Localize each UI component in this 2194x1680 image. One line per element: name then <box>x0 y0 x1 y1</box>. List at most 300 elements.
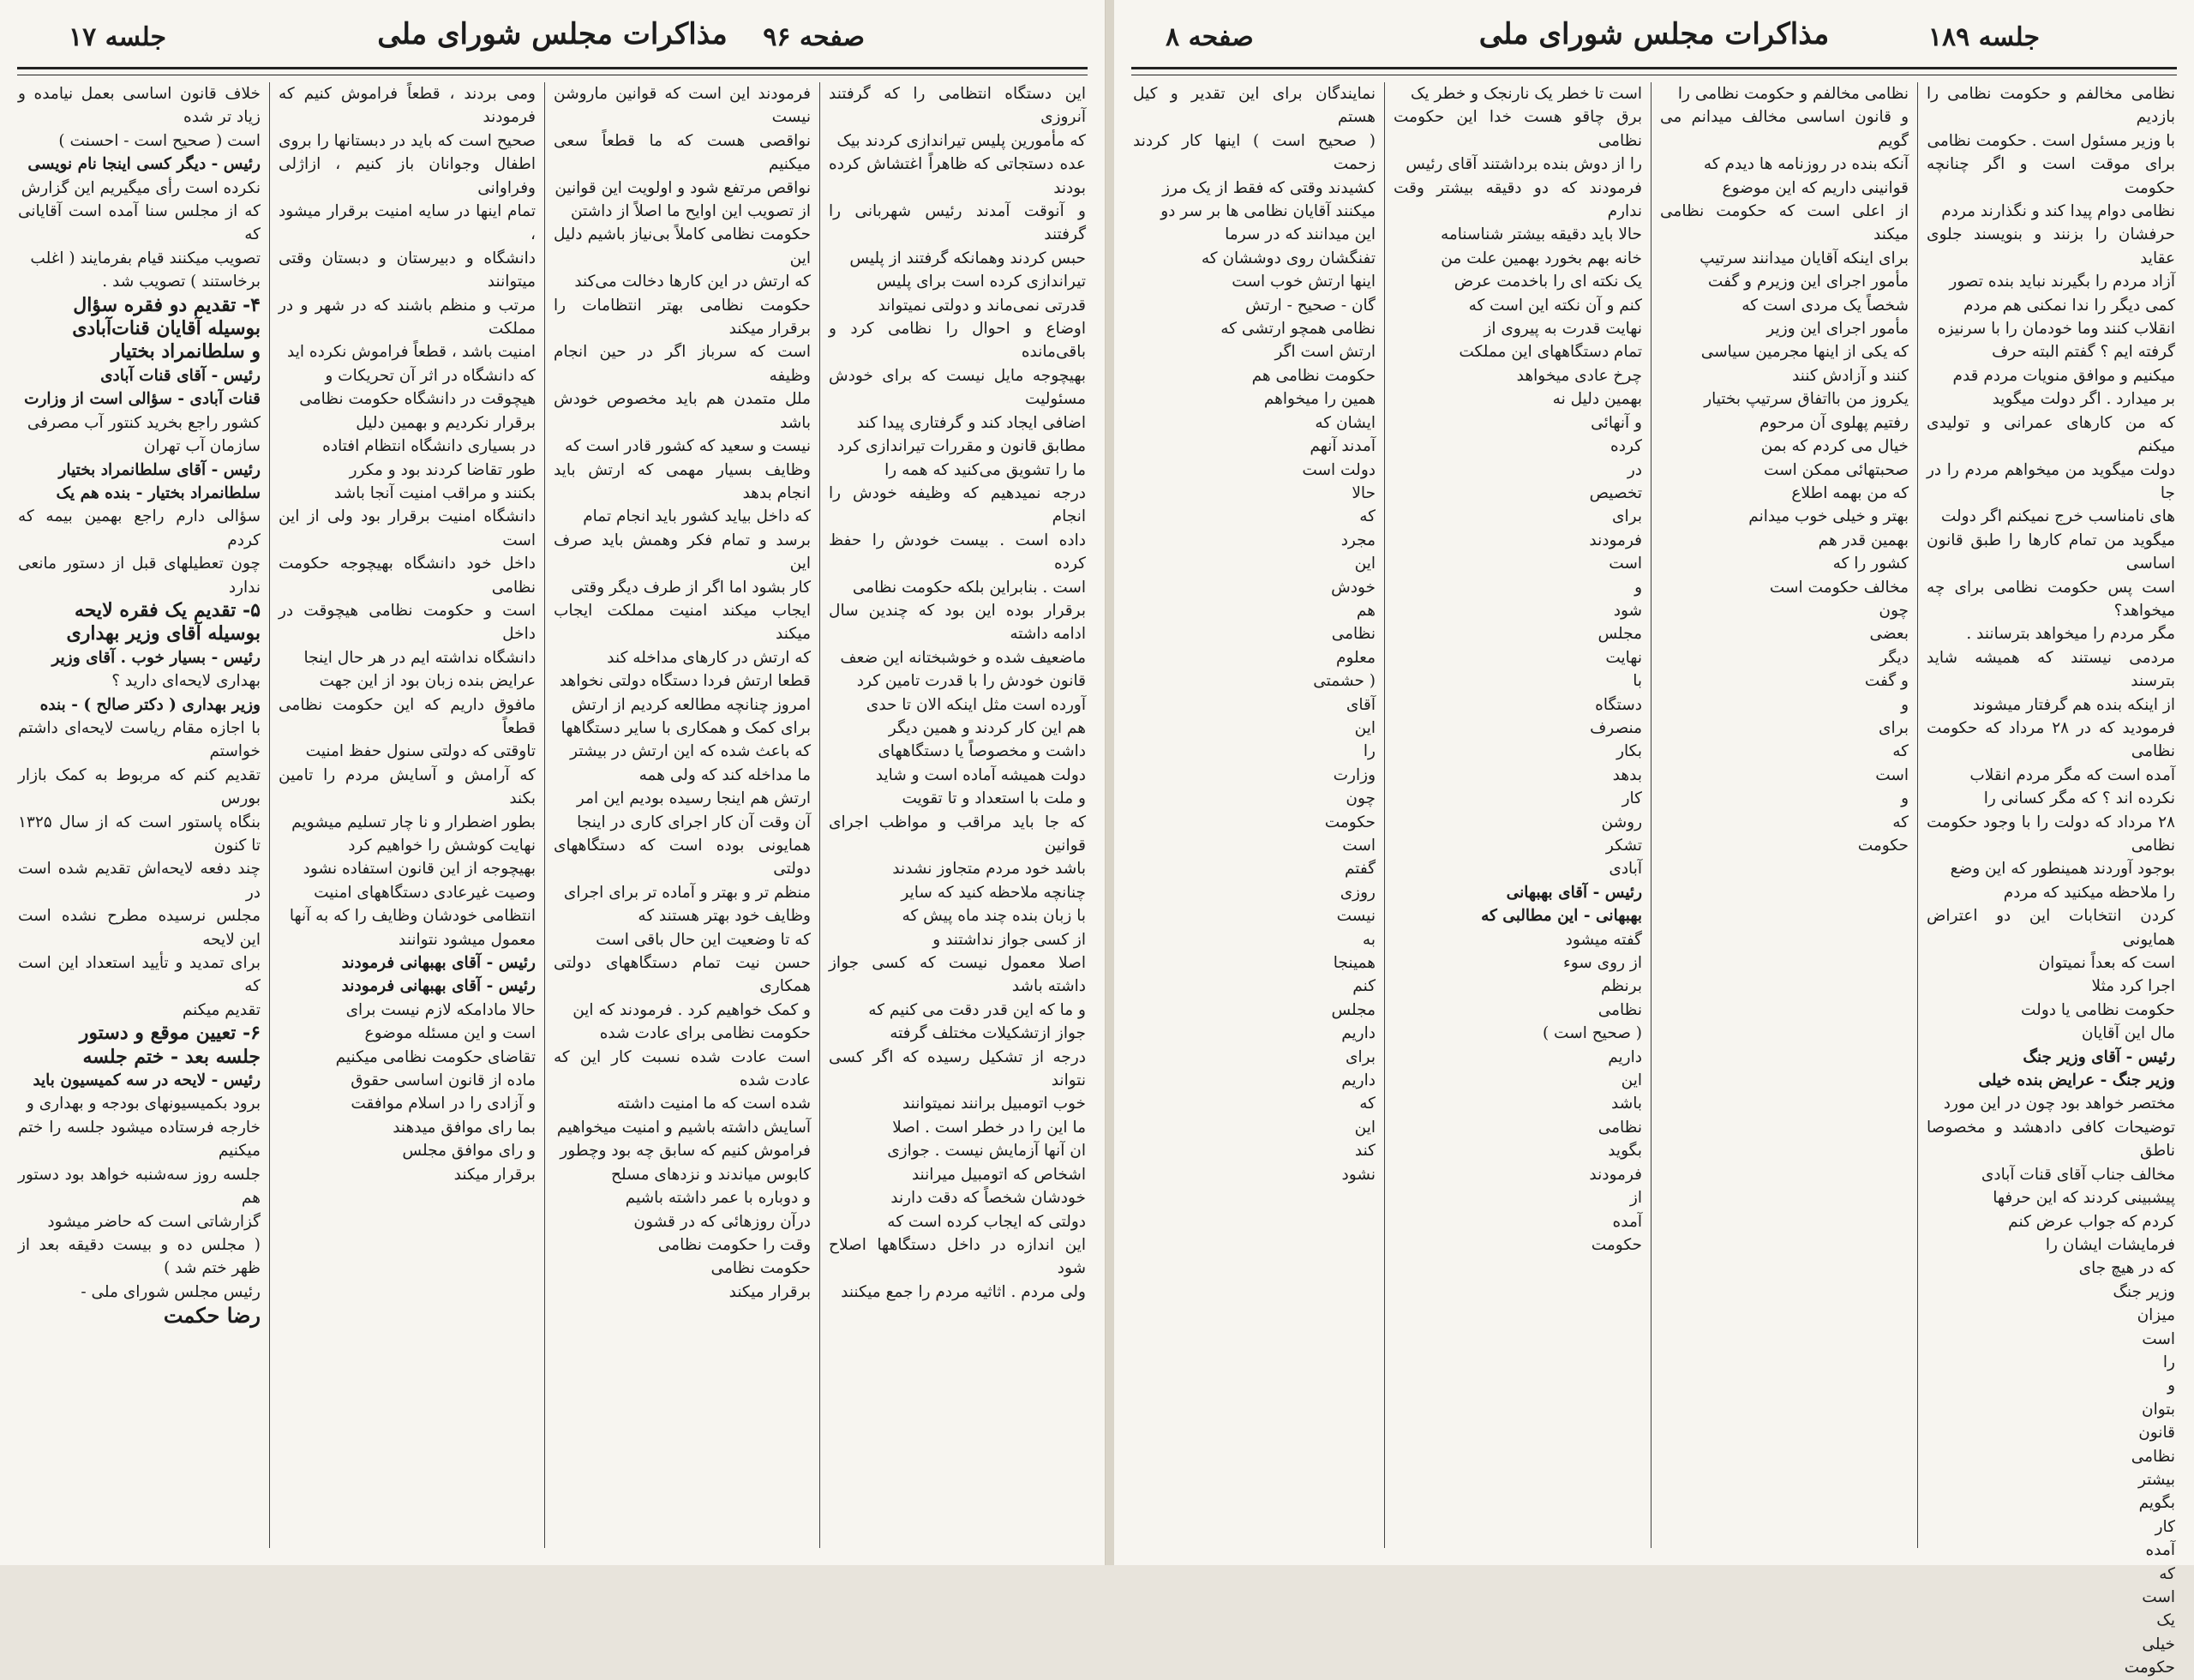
text-line: داخل خود دانشگاه بهیچوجه حکومت نظامی <box>279 555 536 597</box>
text-line: حسن نیت تمام دستگاههای دولتی همکاری <box>554 954 811 996</box>
text-line: در <box>1627 460 1642 479</box>
text-line: کار <box>2155 1517 2175 1536</box>
text-line: دیگر <box>1879 648 1909 667</box>
text-line: تقاضای حکومت نظامی میکنیم <box>335 1047 536 1066</box>
text-line: بعضی <box>1869 625 1909 644</box>
text-line: رئیس - آقای قنات آبادی <box>100 366 261 385</box>
left-header-rule <box>17 67 1088 75</box>
text-line: کشور راجع بخرید کنتور آب مصرفی <box>27 413 261 432</box>
text-line: را <box>1363 742 1376 761</box>
text-line: گرفته ایم ؟ گفتم البته حرف <box>1992 343 2175 362</box>
text-line: بهتر و خیلی خوب میدانم <box>1748 507 1909 526</box>
text-line: آمده است که مگر مردم انقلاب <box>1969 765 2175 784</box>
text-line: و <box>1901 695 1909 714</box>
text-line: کنند و آزادش کنند <box>1792 366 1909 385</box>
text-line: دانشگاه نداشته ایم در هر حال اینجا <box>303 648 536 667</box>
text-line: که من کارهای عمرانی و تولیدی میکنم <box>1927 413 2175 456</box>
text-line: گزارشاتی است که حاضر میشود <box>47 1212 261 1231</box>
text-line: برای موقت است و اگر چنانچه حکومت <box>1927 155 2175 197</box>
text-line: و رای موافق مجلس <box>402 1142 536 1161</box>
text-line: روشن <box>1601 813 1642 831</box>
text-line: رئیس - لایحه در سه کمیسیون باید <box>33 1071 261 1090</box>
text-line: رئیس - آقای بهبهانی فرمودند <box>341 954 536 973</box>
text-line: این میدانند که در سرما <box>1225 225 1376 244</box>
text-line: برقرار میکند <box>453 1165 536 1184</box>
column-rule <box>269 82 270 1548</box>
text-line: طور تقاضا کردند بود و مکرر <box>349 460 536 479</box>
text-line: ۲۸ مرداد که دولت را با وجود حکومت نظامی <box>1927 813 2175 855</box>
text-line: مطابق قانون و مقررات تیراندازی کرد <box>836 437 1086 456</box>
text-line: چند دفعه لایحه‌اش تقدیم شده است در <box>18 860 261 902</box>
text-line: برقرار نکردیم و بهمین دلیل <box>356 413 536 432</box>
text-line: همینجا <box>1333 954 1376 973</box>
text-line: ۴- تقدیم دو فقره سؤال <box>73 293 261 316</box>
text-line: بهیچوجه مایل نیست که برای خودش مسئولیت <box>829 366 1086 409</box>
text-line: آبادی <box>1609 860 1642 879</box>
text-line: همایونی بوده است که دستگاههای دولتی <box>554 837 811 879</box>
text-line: بکار <box>1616 742 1642 761</box>
text-line: نظامی همچو ارتشی که <box>1220 320 1376 339</box>
text-line: دولت میگوید من میخواهم مردم را در جا <box>1927 460 2175 502</box>
text-line: ایجاب میکند امنیت مملکت ایجاب میکند <box>554 601 811 644</box>
text-line: با اجازه مقام ریاست لایحه‌ای داشتم خواستم <box>18 718 261 761</box>
page-gutter <box>1106 0 1114 1565</box>
text-line: بما رای موافق میدهند <box>393 1118 536 1137</box>
text-line: تقدیم میکنم <box>182 1000 261 1019</box>
text-line: نهایت کوشش را خواهیم کرد <box>348 837 536 855</box>
text-line: قوانینی داریم که این موضوع <box>1722 178 1909 197</box>
text-line: صحبتهائی ممکن است <box>1763 460 1909 479</box>
text-line: چرخ عادی میخواهد <box>1516 366 1642 385</box>
text-line: شده است که ما امنیت داشته <box>616 1095 811 1113</box>
text-line: که <box>1892 813 1909 831</box>
right-header-rule <box>1131 67 2177 75</box>
text-line: این دستگاه انتظامی را که گرفتند آنروزی <box>829 85 1086 127</box>
text-line: ( حشمتی <box>1313 672 1376 691</box>
text-line: بهمین دلیل نه <box>1552 390 1642 409</box>
text-line: آسایش داشته باشیم و امنیت میخواهیم <box>556 1118 811 1137</box>
text-line: سلطانمراد بختیار - بنده هم یک <box>56 483 261 502</box>
text-line: و آنوقت آمدند رئیس شهربانی را گرفتند <box>829 202 1086 244</box>
text-line: خارجه فرستاده میشود جلسه را ختم میکنیم <box>18 1118 261 1161</box>
text-line: ما این را در خطر است . اصلا <box>892 1118 1086 1137</box>
text-line: درجه نمیدهیم که وظیفه خودش را انجام <box>829 483 1086 526</box>
text-line: است . بنابراین بلکه حکومت نظامی <box>852 578 1086 597</box>
left-column-1 <box>829 82 1086 1548</box>
text-line: رفتیم پهلوی آن مرحوم <box>1759 413 1909 432</box>
text-line: حکومت نظامی برای عادت شده <box>599 1024 811 1043</box>
text-line: مجلس <box>1598 625 1642 644</box>
text-line: در بسیاری دانشگاه انتظام افتاده <box>322 437 536 456</box>
text-line: از تصویب این اوایح ما اصلاً از داشتن <box>570 202 811 221</box>
text-line: وزارت <box>1333 765 1376 784</box>
text-line: مخالف حکومت است <box>1769 578 1909 597</box>
text-line: رئیس - بسیار خوب . آقای وزیر <box>51 648 261 667</box>
text-line: است عادت شده نسبت کار این که عادت شده <box>554 1047 811 1090</box>
right-columns <box>1133 82 2176 1677</box>
text-line: برای <box>1612 507 1642 526</box>
text-line: گفته میشود <box>1565 930 1642 949</box>
text-line: وظایف خود بهتر هستند که <box>638 907 811 926</box>
text-line: تیراندازی کرده است برای پلیس <box>876 273 1086 291</box>
column-rule <box>819 82 820 1548</box>
text-line: ارتش هم اینجا رسیده بودیم این امر <box>576 789 811 808</box>
text-line: ( مجلس ده و بیست دقیقه بعد از ظهر ختم شد ) <box>18 1235 261 1278</box>
text-line: ملل متمدن هم باید مخصوص خودش باشد <box>554 390 811 432</box>
text-line: به <box>1362 930 1376 949</box>
text-line: شود <box>1613 601 1642 620</box>
text-line: است <box>2142 1329 2175 1348</box>
text-line: باشد <box>1611 1095 1642 1113</box>
text-line: نظامی مخالفم و حکومت نظامی را <box>1677 85 1909 103</box>
text-line: داریم <box>1341 1071 1376 1090</box>
text-line: ۶- تعیین موقع و دستور <box>79 1022 261 1045</box>
text-line: یک نکته ای را باخدمت عرض <box>1454 273 1642 291</box>
text-line: ولی مردم . اثاثیه مردم را جمع میکنند <box>841 1282 1086 1301</box>
text-line: تمام دستگاههای این مملکت <box>1459 343 1642 362</box>
right-column-2 <box>1660 82 1909 1548</box>
text-line: صحیح است که باید در دبستانها را بروی <box>279 131 536 150</box>
text-line: که آرامش و آسایش مردم را تامین بکند <box>279 765 536 808</box>
text-line: تشکر <box>1605 837 1642 855</box>
text-line: حکومت نظامی کاملاً بی‌نیاز باشیم دلیل این <box>554 225 811 267</box>
text-line: ماضعیف شده و خوشبختانه این ضعف <box>840 648 1086 667</box>
left-page <box>0 0 1106 1565</box>
text-line: و گفت <box>1864 672 1909 691</box>
text-line: مجلس <box>1331 1000 1376 1019</box>
text-line: چون <box>1879 601 1909 620</box>
text-line: را از دوش بنده برداشتند آقای رئیس <box>1406 155 1642 174</box>
text-line: و <box>1634 578 1642 597</box>
text-line: با وزیر مسئول است . حکومت نظامی <box>1927 131 2175 150</box>
text-line: بوسیله آقایان قنات‌آبادی <box>72 317 261 340</box>
text-line: که ارتش در این کارها دخالت می‌کند <box>574 273 811 291</box>
text-line: فرمودند <box>1589 531 1642 549</box>
text-line: این اندازه در داخل دستگاهها اصلاح شود <box>829 1235 1086 1278</box>
text-line: اشخاص که اتومبیل میرانند <box>911 1165 1086 1184</box>
text-line: سازمان آب تهران <box>143 437 261 456</box>
text-line: آمده <box>2145 1541 2175 1560</box>
text-line: هیچوقت در دانشگاه حکومت نظامی <box>299 390 536 409</box>
text-line: داشت و مخصوصاً یا دستگاههای <box>878 742 1086 761</box>
text-line: بهمین قدر هم <box>1818 531 1909 549</box>
text-line: کرده <box>1610 437 1642 456</box>
text-line: یک <box>2156 1611 2175 1630</box>
text-line: ارتش است اگر <box>1274 343 1376 362</box>
text-line: داریم <box>1341 1024 1376 1043</box>
text-line: امنیت باشد ، قطعاً فراموش نکرده اید <box>287 343 536 362</box>
text-line: آمده <box>1612 1212 1642 1231</box>
text-line: دولتی که ایجاب کرده است که <box>887 1212 1086 1231</box>
text-line: و دوباره با عمر داشته باشیم <box>625 1189 811 1208</box>
text-line: حالا باید دقیقه بیشتر شناسنامه <box>1440 225 1642 244</box>
text-line: مجلس نرسیده مطرح نشده است این لایحه <box>18 907 261 949</box>
text-line: فراموش کنیم که سابق چه بود وچطور <box>560 1142 811 1161</box>
column-rule <box>1384 82 1385 1548</box>
text-line: ما مداخله کند که ولی همه <box>638 765 811 784</box>
text-line: از روی سوء <box>1563 954 1642 973</box>
text-line: مگر مردم را میخواهد بترسانند . <box>1966 625 2175 644</box>
text-line: حکومت <box>1591 1235 1642 1254</box>
text-line: اینها ارتش خوب است <box>1232 273 1376 291</box>
text-line: یکروز من بااتفاق سرتیپ بختیار <box>1704 390 1909 409</box>
text-line: قانون <box>2138 1424 2175 1443</box>
text-line: که مأمورین پلیس تیراندازی کردند بیک <box>836 131 1086 150</box>
text-line: وظایف بسیار مهمی که ارتش باید انجام بدهد <box>554 460 811 502</box>
text-line: مختصر خواهد بود چون در این مورد <box>1943 1095 2175 1113</box>
text-line: نظامی مخالفم و حکومت نظامی را بازدیم <box>1927 85 2175 127</box>
text-line: است که بعداً نمیتوان <box>2038 954 2175 973</box>
text-line: حرفشان را بزنند و بنویسند جلوی عقاید <box>1927 225 2175 267</box>
text-line: بوجود آوردند همینطور که این وضع <box>1950 860 2175 879</box>
left-column-2 <box>554 82 811 1548</box>
text-line: از <box>1629 1189 1642 1208</box>
text-line: تفنگشان روی دوششان که <box>1201 249 1376 267</box>
text-line: خیلی <box>2142 1635 2175 1653</box>
text-line: ماده از قانون اساسی حقوق <box>351 1071 536 1090</box>
text-line: مال این آقایان <box>2081 1024 2175 1043</box>
text-line: برقرار میکند <box>728 1282 811 1301</box>
right-column-4 <box>1133 82 1376 1548</box>
text-line: قانون خودش را با قدرت تامین کرد <box>856 672 1086 691</box>
text-line: دانشگاه و دبیرستان و دبستان وقتی میتوانند <box>279 249 536 291</box>
text-line: که من بهمه اطلاع <box>1791 483 1909 502</box>
text-line: بکنند و مراقب امنیت آنجا باشد <box>333 483 536 502</box>
text-line: ( صحیح است ) <box>1542 1024 1642 1043</box>
text-line: گفتم <box>1344 860 1376 879</box>
text-line: است پس حکومت نظامی برای چه میخواهد؟ <box>1927 578 2175 620</box>
text-line: بهیچوجه از این قانون استفاده نشود <box>303 860 536 879</box>
text-line: چون تعطیلهای قبل از دستور مانعی ندارد <box>18 555 261 597</box>
text-line: خودش <box>1331 578 1376 597</box>
text-line: بگویم <box>2138 1494 2175 1513</box>
text-line: کمی دیگر را ندا نمکنی هم مردم <box>1963 296 2175 315</box>
text-line: تاوقتی که دولتی سنول حفظ امنیت <box>305 742 536 761</box>
text-line: آورده است مثل اینکه الان تا حدی <box>866 695 1086 714</box>
text-line: مخالف جناب آقای قنات آبادی <box>1981 1165 2175 1184</box>
text-line: مرتب و منظم باشند که در شهر و در مملکت <box>279 296 536 339</box>
text-line: کردن انتخابات این دو اعتراض همایونی <box>1927 907 2175 949</box>
text-line: رئیس - دیگر کسی اینجا نام نویسی <box>27 155 261 174</box>
right-column-1 <box>1927 82 2176 1677</box>
text-line: نظامی <box>2131 1447 2175 1466</box>
text-line: داریم <box>1608 1047 1642 1066</box>
text-line: حکومت نظامی بهتر انتظامات را برقرار میکند <box>554 296 811 339</box>
text-line: ایشان که <box>1315 413 1376 432</box>
text-line: عده دستجاتی که ظاهراً اغتشاش کرده بودند <box>829 155 1086 197</box>
text-line: برسد و تمام فکر وهمش باید صرف این <box>554 531 811 573</box>
text-line: تقدیم کنم که مربوط به کمک بازار بورس <box>18 765 261 808</box>
text-line: دولت است <box>1302 460 1376 479</box>
text-line: میزان <box>2137 1306 2175 1325</box>
text-line: این <box>1621 1071 1642 1090</box>
text-line: هم <box>1356 601 1376 620</box>
text-line: که داخل بیاید کشور باید انجام تمام <box>583 507 811 526</box>
left-column-3 <box>279 82 536 1548</box>
text-line: که دانشگاه در اثر آن تحریکات و <box>325 366 536 385</box>
right-page-session: جلسه ۱۸۹ <box>1927 22 2040 52</box>
text-line: توضیحات کافی دادهشد و مخصوصا ناطق <box>1927 1118 2175 1161</box>
text-line: است تا خطر یک نارنجک و خطر یک <box>1410 85 1642 103</box>
text-line: که جا باید مراقب و مواظب اجرای قوانین <box>829 813 1086 855</box>
text-line: چون <box>1346 789 1376 808</box>
text-line: رئیس - آقای بهبهانی <box>1506 883 1642 902</box>
text-line: آن وقت آن کار اجرای کاری در اینجا <box>577 813 811 831</box>
text-line: رضا حکمت <box>163 1303 261 1329</box>
text-line: بطور اضطرار و نا چار تسلیم میشویم <box>291 813 536 831</box>
text-line: نظامی <box>1331 625 1376 644</box>
text-line: حالا مادامکه لازم نیست برای <box>345 1000 536 1019</box>
left-page-session: جلسه ۱۷ <box>69 22 167 52</box>
text-line: مأمور اجرای این وزیر <box>1766 320 1909 339</box>
text-line: کشیدند وقتی که فقط از یک مرز <box>1162 178 1376 197</box>
text-line: برای اینکه آقایان میدانند سرتیپ <box>1699 249 1909 267</box>
text-line: برق چاقو هست خدا این حکومت نظامی <box>1394 108 1642 150</box>
text-line: میکنند آقایان نظامی ها بر سر دو <box>1160 202 1376 221</box>
text-line: رئیس - آقای وزیر جنگ <box>2023 1047 2175 1066</box>
text-line: وزیر جنگ <box>2113 1282 2175 1301</box>
text-line: و <box>1901 789 1909 808</box>
text-line: برای کمک و همکاری با سایر دستگاهها <box>560 718 811 737</box>
text-line: برقرار بوده این بود که چندین سال ادامه داشته <box>829 601 1086 644</box>
text-line: نیست و سعید که کشور قادر است که <box>565 437 811 456</box>
text-line: که <box>1892 742 1909 761</box>
text-line: است ( صحیح است - احسنت ) <box>58 131 261 150</box>
text-line: وصیت غیرعادی دستگاههای امنیت <box>314 883 536 902</box>
text-line: گان - صحیح - ارتش <box>1244 296 1376 315</box>
text-line: اطفال وجوانان باز کنیم ، ازاژلی وفراوانی <box>279 155 536 197</box>
text-line: آزاد مردم را بگیرند نباید بنده تصور <box>1949 273 2175 291</box>
text-line: بیشتر <box>2137 1470 2175 1489</box>
text-line: خیال می کردم که بمن <box>1760 437 1909 456</box>
text-line: کشور را که <box>1832 555 1909 573</box>
text-line: بوسیله آقای وزیر بهداری <box>66 622 261 645</box>
text-line: فرمودید که در ۲۸ مرداد که حکومت نظامی <box>1927 718 2176 761</box>
text-line: ان آنها آزمایش نیست . جوازی <box>887 1142 1086 1161</box>
text-line: روزی <box>1340 883 1376 902</box>
text-line: برای تمدید و تأیید استعداد این است که <box>18 954 261 996</box>
text-line: حکومت <box>2124 1659 2175 1677</box>
text-line: قدرتی نمی‌ماند و دولتی نمیتواند <box>878 296 1086 315</box>
right-page-number: صفحه ۸ <box>1166 22 1254 52</box>
text-line: که باعث شده که این ارتش در بیشتر <box>570 742 811 761</box>
text-line: بگوید <box>1608 1142 1642 1161</box>
left-page-header <box>17 7 1088 69</box>
text-line: کار <box>1622 789 1642 808</box>
text-line: مجرد <box>1340 531 1376 549</box>
column-rule <box>544 82 545 1548</box>
text-line: نظامی <box>1598 1000 1642 1019</box>
text-line: ( صحیح است ) اینها کار کردند زحمت <box>1133 131 1376 174</box>
text-line: و ما که این قدر دقت می کنیم که <box>868 1000 1086 1019</box>
text-line: خودشان شخصاً که دقت دارند <box>890 1189 1086 1208</box>
text-line: نیست <box>1336 907 1376 926</box>
text-line: دانشگاه امنیت برقرار بود ولی از این است <box>279 507 536 549</box>
text-line: مافوق داریم که این حکومت نظامی قطعاً <box>279 695 536 737</box>
text-line: آنکه بنده در روزنامه ها دیدم که <box>1703 155 1909 174</box>
right-page <box>1114 0 2194 1677</box>
text-line: اجرا کرد مثلا <box>2091 977 2175 996</box>
text-line: نکرده اند ؟ که مگر کسانی را <box>1983 789 2175 808</box>
text-line: و ملت با استعداد و تا تقویت <box>902 789 1086 808</box>
text-line: و آزادی را در اسلام موافقت <box>351 1095 536 1113</box>
text-line: امروز چنانچه مطالعه کردیم از ارتش <box>572 695 811 714</box>
text-line: مأمور اجرای این وزیرم و گفت <box>1707 273 1909 291</box>
text-line: جواز ازتشکیلات مختلف گرفته <box>890 1024 1086 1043</box>
text-line: و قانون اساسی مخالف میدانم می گویم <box>1660 108 1909 150</box>
text-line: که <box>1359 507 1376 526</box>
text-line: انقلاب کنند وما خودمان را با سرنیزه <box>1937 320 2175 339</box>
text-line: کردم که جواب عرض کنم <box>2008 1212 2175 1231</box>
text-line: چنانچه ملاحظه کنید که سایر <box>901 883 1086 902</box>
text-line: اوضاع و احوال را نظامی کرد و باقی‌مانده <box>829 320 1086 362</box>
text-line: بتوان <box>2141 1400 2175 1419</box>
text-line: رئیس - آقای سلطانمراد بختیار <box>58 460 261 479</box>
text-line: خلاف قانون اساسی بعمل نیامده و زیاد تر شده <box>18 85 261 127</box>
text-line: رئیس - آقای بهبهانی فرمودند <box>341 977 536 996</box>
text-line: که از مجلس سنا آمده است آقایانی که <box>18 202 261 244</box>
text-line: بنگاه پاستور است که از سال ۱۳۲۵ تا کنون <box>18 813 261 855</box>
text-line: و <box>2167 1377 2175 1395</box>
text-line: و کمک خواهیم کرد . فرمودند که این <box>572 1000 811 1019</box>
text-line: وقت را حکومت نظامی <box>657 1235 811 1254</box>
text-line: پیشبینی کردند که این حرفها <box>1993 1189 2175 1208</box>
left-column-4 <box>18 82 261 1548</box>
text-line: نظامی دوام پیدا کند و نگذارند مردم <box>1941 202 2175 221</box>
text-line: وزیر بهداری ( دکتر صالح ) - بنده <box>39 695 261 714</box>
text-line: حکومت نظامی <box>710 1259 811 1278</box>
text-line: برود بکمیسیونهای بودجه و بهداری و <box>26 1095 261 1113</box>
text-line: تصویب میکنند قیام بفرمایند ( اغلب <box>30 249 261 267</box>
text-line: نظامی <box>1598 1118 1642 1137</box>
left-page-number: صفحه ۹۶ <box>763 22 865 52</box>
column-rule <box>1917 82 1918 1548</box>
text-line: فرمودند که دو دقیقه بیشتر وقت ندارم <box>1394 178 1642 221</box>
text-line: نواقصی هست که ما قطعاً سعی میکنیم <box>554 131 811 174</box>
text-line: های نامناسب خرج نمیکنم اگر دولت <box>1940 507 2175 526</box>
text-line: اصلا معمول نیست که کسی جواز داشته باشد <box>829 954 1086 996</box>
text-line: و آنهائی <box>1591 413 1642 432</box>
text-line: این <box>1354 1118 1376 1137</box>
text-line: عرایض بنده زبان بود از این جهت <box>319 672 536 691</box>
text-line: این <box>1354 555 1376 573</box>
text-line: منظم تر و بهتر و آماده تر برای اجرای <box>563 883 811 902</box>
right-column-3 <box>1394 82 1642 1548</box>
text-line: سؤالی دارم راجع بهمین بیمه که کردم <box>18 507 261 549</box>
text-line: آقای <box>1346 695 1376 714</box>
text-line: است و این مسئله موضوع <box>364 1024 536 1043</box>
text-line: داده است . بیست خودش را حفظ کرده <box>829 531 1086 573</box>
text-line: فرمودند این است که قوانین ماروشن نیست <box>554 85 811 127</box>
text-line: هم این کار کردند و همین دیگر <box>888 718 1086 737</box>
text-line: همین را میخواهم <box>1263 390 1376 409</box>
text-line: حبس کردند وهمانکه گرفتند از پلیس <box>849 249 1086 267</box>
text-line: حالا <box>1352 483 1376 502</box>
text-line: با زبان بنده چند ماه پیش که <box>902 907 1086 926</box>
text-line: این <box>1354 718 1376 737</box>
text-line: رئیس مجلس شورای ملی - <box>81 1282 261 1301</box>
text-line: میگوید من تمام کارها را طبق قانون اساسی <box>1927 531 2175 573</box>
text-line: از کسی جواز نداشتند و <box>932 930 1086 949</box>
right-page-title: مذاکرات مجلس شورای ملی <box>1478 17 1830 51</box>
text-line: نواقص مرتفع شود و اولویت این قوانین <box>554 178 811 197</box>
text-line: جلسه بعد - ختم جلسه <box>82 1045 261 1068</box>
text-line: قطعا ارتش فردا دستگاه دولتی نخواهد <box>559 672 811 691</box>
text-line: ما را تشویق می‌کنید که همه را <box>884 460 1086 479</box>
text-line: جلسه روز سه‌شنبه خواهد بود دستور هم <box>18 1165 261 1208</box>
text-line: کابوس میاندند و نزدهای مسلح <box>611 1165 811 1184</box>
text-line: معمول میشود نتوانند <box>399 930 536 949</box>
